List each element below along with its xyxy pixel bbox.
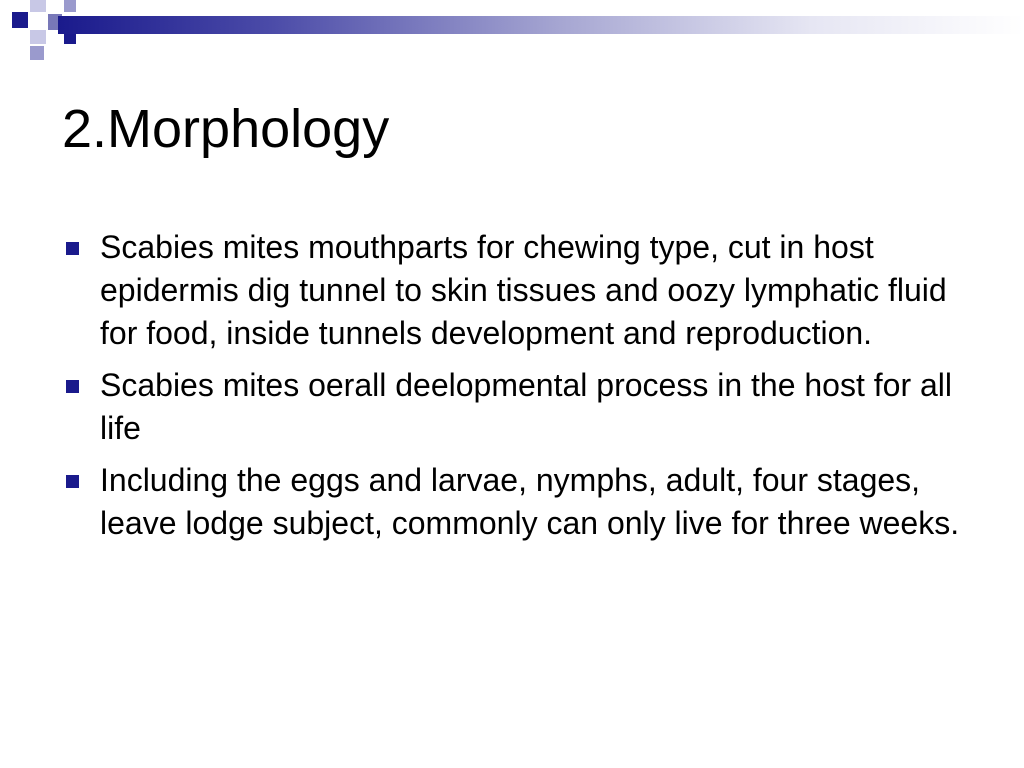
deco-square [64,0,76,12]
bullet-text: Including the eggs and larvae, nymphs, adult, four stages, leave lodge subject, commonly can only live for three weeks. [100,462,960,541]
bullet-text: Scabies mites oerall deelopmental process in the host for all life [100,367,952,446]
square-bullet-icon [66,380,79,393]
bullet-list [62,226,962,554]
slide-title: 2.Morphology [62,99,390,159]
bullet-text: Scabies mites mouthparts for chewing type, cut in host epidermis dig tunnel to skin tissues and oozy lymphatic fluid for food, inside tunnels development and reproduction. [100,229,947,351]
deco-square [30,30,46,44]
bullet-item [62,459,962,545]
header-decoration [0,0,1024,64]
square-bullet-icon [66,475,79,488]
square-bullet-icon [66,242,79,255]
header-gradient-bar [58,16,1024,34]
deco-square [30,0,46,12]
bullet-item [62,226,962,355]
deco-square [30,46,44,60]
deco-square [12,12,28,28]
bullet-item [62,364,962,450]
